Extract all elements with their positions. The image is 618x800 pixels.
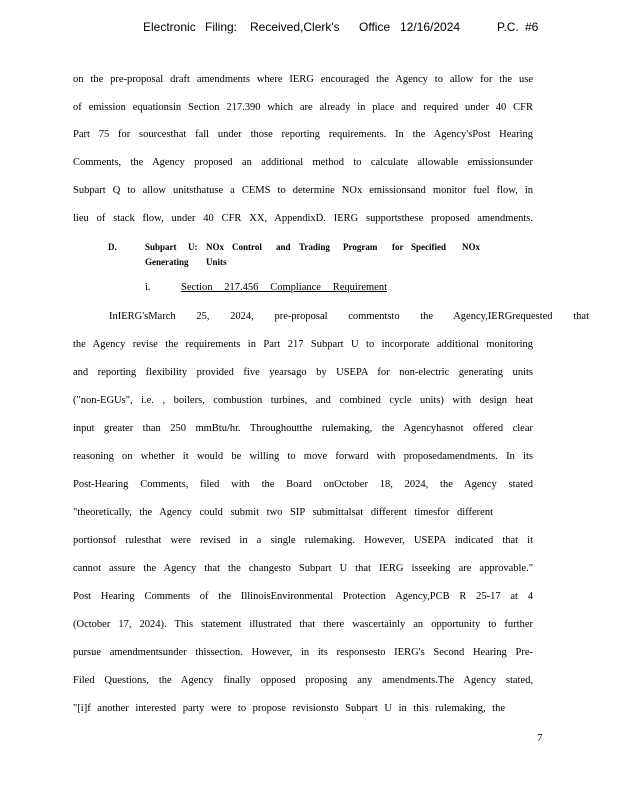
header-office: Office bbox=[359, 20, 391, 34]
text-line: Post-Hearing Comments, filed with the Board onOctober 18, 2024, the Agency stated bbox=[73, 479, 533, 490]
text-line: lieu of stack flow, under 40 CFR XX, AppendixD. IERG supportsthese proposed amendments. bbox=[73, 213, 533, 224]
heading-word: Specified bbox=[411, 242, 446, 252]
text-line: (October 17, 2024). This statement illustrated that there wascertainly an opportunity to further bbox=[73, 619, 533, 630]
text-line: "theoretically, the Agency could submit two SIP submittalsat different timesfor different bbox=[73, 507, 493, 518]
heading-word: Control bbox=[232, 242, 262, 252]
text-line: pursue amendmentsunder thissection. However, in its responsesto IERG's Second Hearing Pre- bbox=[73, 647, 533, 658]
heading-word: Subpart bbox=[145, 242, 177, 252]
heading-word: NOx bbox=[206, 242, 224, 252]
header-electronic: Electronic bbox=[143, 20, 196, 34]
text-line: cannot assure the Agency that the changesto Subpart U that IERG isseeking are approvable." bbox=[73, 563, 533, 574]
text-line: on the pre-proposal draft amendments where IERG encouraged the Agency to allow for the use bbox=[73, 74, 533, 85]
text-line: Part 75 for sourcesthat fall under those reporting requirements. In the Agency'sPost Hearing bbox=[73, 129, 533, 140]
text-line: input greater than 250 mmBtu/hr. Throughoutthe rulemaking, the Agencyhasnot offered clear bbox=[73, 423, 533, 434]
header-filing: Filing: bbox=[205, 20, 238, 34]
text-line: ("non-EGUs", i.e. , boilers, combustion turbines, and combined cycle units) with design heat bbox=[73, 395, 533, 406]
text-line: and reporting flexibility provided five yearsago by USEPA for non-electric generating units bbox=[73, 367, 533, 378]
header-number: #6 bbox=[525, 20, 539, 34]
heading-word: Program bbox=[343, 242, 378, 252]
heading-word: for bbox=[392, 242, 404, 252]
text-line: Filed Questions, the Agency finally opposed proposing any amendments.The Agency stated, bbox=[73, 675, 533, 686]
text-line: the Agency revise the requirements in Part 217 Subpart U to incorporate additional monitoring bbox=[73, 339, 533, 350]
subsection-title: Section 217.456 Compliance Requirement bbox=[181, 282, 387, 293]
text-line: Comments, the Agency proposed an additional method to calculate allowable emissionsunder bbox=[73, 157, 533, 168]
text-line: portionsof rulesthat were revised in a single rulemaking. However, USEPA indicated that it bbox=[73, 535, 533, 546]
text-line: "[i]f another interested party were to propose revisionsto Subpart U in this rulemaking, the bbox=[73, 703, 505, 714]
header-date: 12/16/2024 bbox=[400, 20, 461, 34]
heading-word: U: bbox=[188, 242, 198, 252]
page-number: 7 bbox=[537, 732, 543, 744]
heading-word: Units bbox=[206, 257, 227, 267]
text-line: Subpart Q to allow unitsthatuse a CEMS to determine NOx emissionsand monitor fuel flow, in bbox=[73, 185, 533, 196]
heading-word: and bbox=[276, 242, 291, 252]
header-pc: P.C. bbox=[497, 20, 519, 34]
heading-word: Generating bbox=[145, 257, 189, 267]
section-letter: D. bbox=[108, 242, 117, 252]
text-line: Post Hearing Comments of the IllinoisEnvironmental Protection Agency,PCB R 25-17 at 4 bbox=[73, 591, 533, 602]
subsection-numeral: i. bbox=[145, 282, 151, 293]
text-line: InIERG'sMarch 25, 2024, pre-proposal commentsto the Agency,IERGrequested that bbox=[109, 311, 589, 322]
header-received: Received,Clerk's bbox=[250, 20, 340, 34]
text-line: reasoning on whether it would be willing to move forward with proposedamendments. In its bbox=[73, 451, 533, 462]
heading-word: Trading bbox=[299, 242, 330, 252]
heading-word: NOx bbox=[462, 242, 480, 252]
text-line: of emission equationsin Section 217.390 which are already in place and required under 40 CFR bbox=[73, 102, 533, 113]
